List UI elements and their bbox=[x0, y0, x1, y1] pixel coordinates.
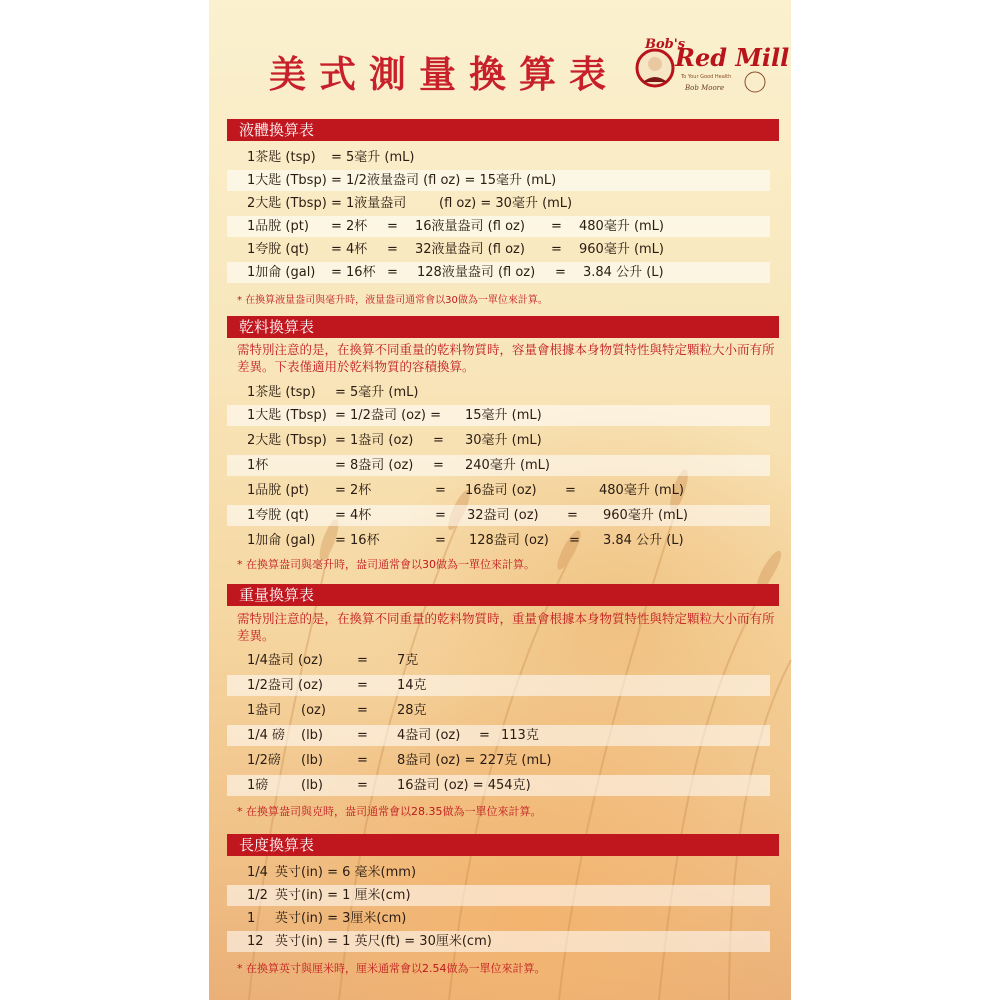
weight-row-3: 1盎司 (oz) = 28克 bbox=[247, 703, 427, 718]
dry-row-4: 1杯 = 8盎司 (oz) = 240毫升 (mL) bbox=[227, 455, 770, 476]
weight-row-1: 1/4盎司 (oz) = 7克 bbox=[247, 653, 419, 668]
weight-row-2: 1/2盎司 (oz) = 14克 bbox=[227, 675, 770, 696]
liquid-footnote: * 在換算液量盎司與毫升時，液量盎司通常會以30做為一單位來計算。 bbox=[237, 295, 548, 306]
dry-row-3: 2大匙 (Tbsp) = 1盎司 (oz) = 30毫升 (mL) bbox=[247, 433, 542, 448]
liquid-row-4: 1品脫 (pt) = 2杯 = 16液量盎司 (fl oz) = 480毫升 (mL) bbox=[227, 216, 770, 237]
liquid-row-1: 1茶匙 (tsp) = 5毫升 (mL) bbox=[247, 150, 415, 165]
liquid-row-6: 1加侖 (gal) = 16杯 = 128液量盎司 (fl oz) = 3.84 公升 (L) bbox=[227, 262, 770, 283]
dry-section-header: 乾料換算表 bbox=[227, 316, 779, 338]
weight-row-4: 1/4 磅 (lb) = 4盎司 (oz) = 113克 bbox=[227, 725, 770, 746]
weight-row-6: 1磅 (lb) = 16盎司 (oz) = 454克) bbox=[227, 775, 770, 796]
weight-description: 需特別注意的是，在換算不同重量的乾料物質時，重量會根據本身物質特性與特定顆粒大小而有所差異。 bbox=[237, 611, 775, 643]
dry-row-7: 1加侖 (gal) = 16杯 = 128盎司 (oz) = 3.84 公升 (L) bbox=[247, 533, 684, 548]
dry-row-1: 1茶匙 (tsp) = 5毫升 (mL) bbox=[247, 385, 419, 400]
dry-footnote: * 在換算盎司與毫升時，盎司通常會以30做為一單位來計算。 bbox=[237, 558, 535, 571]
svg-text:Red Mill: Red Mill bbox=[675, 43, 790, 72]
svg-text:Bob's: Bob's bbox=[645, 37, 686, 52]
liquid-row-5: 1夸脫 (qt) = 4杯 = 32液量盎司 (fl oz) = 960毫升 (mL) bbox=[247, 242, 664, 257]
dry-row-6: 1夸脫 (qt) = 4杯 = 32盎司 (oz) = 960毫升 (mL) bbox=[227, 505, 770, 526]
liquid-section-header: 液體換算表 bbox=[227, 119, 779, 141]
length-row-4: 12 英寸(in) = 1 英尺(ft) = 30厘米(cm) bbox=[227, 931, 770, 952]
dry-row-2: 1大匙 (Tbsp) = 1/2盎司 (oz) = 15毫升 (mL) bbox=[227, 405, 770, 426]
length-section-header: 長度換算表 bbox=[227, 834, 779, 856]
dry-description: 需特別注意的是，在換算不同重量的乾料物質時，容量會根據本身物質特性與特定顆粒大小而有所差異。下表僅適用於乾料物質的容積換算。 bbox=[237, 342, 775, 374]
weight-row-5: 1/2磅 (lb) = 8盎司 (oz) = 227克 (mL) bbox=[247, 753, 552, 768]
svg-text:To Your Good Health: To Your Good Health bbox=[681, 74, 732, 80]
length-row-2: 1/2 英寸(in) = 1 厘米(cm) bbox=[227, 885, 770, 906]
page-title: 美式測量換算表 bbox=[269, 53, 619, 96]
length-row-1: 1/4 英寸(in) = 6 毫米(mm) bbox=[247, 865, 417, 880]
svg-text:Bob Moore: Bob Moore bbox=[685, 84, 725, 92]
weight-section-header: 重量換算表 bbox=[227, 584, 779, 606]
length-row-3: 1 英寸(in) = 3厘米(cm) bbox=[247, 911, 407, 926]
conversion-card bbox=[209, 0, 791, 1000]
length-footnote: * 在換算英寸與厘米時，厘米通常會以2.54做為一單位來計算。 bbox=[237, 962, 546, 975]
liquid-row-2: 1大匙 (Tbsp) = 1/2液量盎司 (fl oz) = 15毫升 (mL) bbox=[227, 170, 770, 191]
bobs-red-mill-logo bbox=[633, 26, 790, 98]
dry-row-5: 1品脫 (pt) = 2杯 = 16盎司 (oz) = 480毫升 (mL) bbox=[247, 483, 684, 498]
liquid-row-3: 2大匙 (Tbsp) = 1液量盎司 (fl oz) = 30毫升 (mL) bbox=[247, 196, 573, 211]
weight-footnote: * 在換算盎司與克時，盎司通常會以28.35做為一單位來計算。 bbox=[237, 805, 542, 818]
